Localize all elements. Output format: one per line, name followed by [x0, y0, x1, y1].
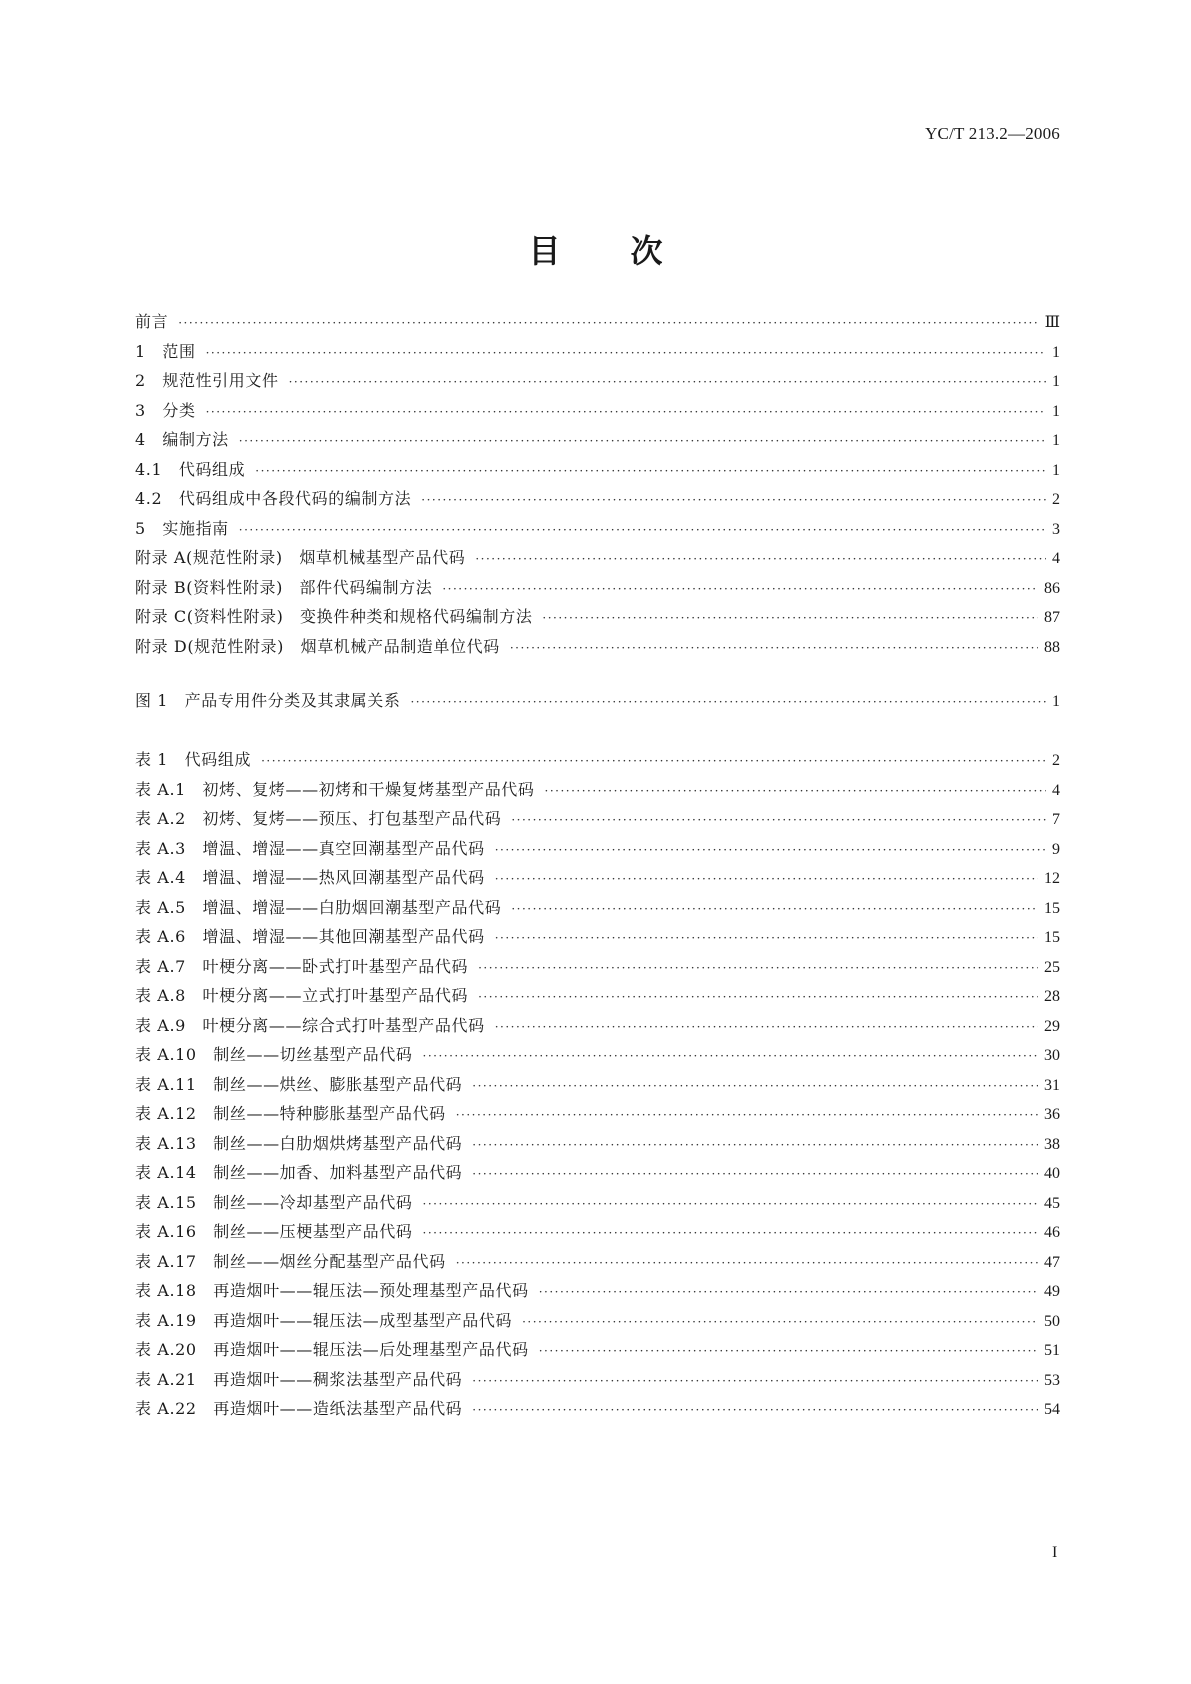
- toc-entry[interactable]: [135, 1191, 1060, 1215]
- toc-entry[interactable]: [135, 517, 1060, 541]
- dot-leader: [472, 1133, 1038, 1157]
- toc-entry[interactable]: [135, 546, 1060, 570]
- toc-entry-label: 4 编制方法: [135, 430, 229, 449]
- toc-entry-label: 表 1 代码组成: [135, 750, 252, 769]
- toc-entry-label: 表 A.16 制丝——压梗基型产品代码: [135, 1222, 413, 1241]
- toc-entry[interactable]: [135, 399, 1060, 423]
- toc-entry-label: 图 1 产品专用件分类及其隶属关系: [135, 691, 401, 710]
- toc-entry-page: 53: [1044, 1371, 1060, 1389]
- toc-entry[interactable]: [135, 1368, 1060, 1392]
- toc-entry-page: 31: [1044, 1076, 1060, 1094]
- page-title: 目次: [528, 232, 733, 270]
- toc-entry[interactable]: [135, 1132, 1060, 1156]
- toc-entry[interactable]: [135, 1338, 1060, 1362]
- toc-entry-page: 9: [1052, 840, 1060, 858]
- toc-entry-page: Ⅲ: [1044, 314, 1060, 331]
- toc-entry-label: 表 A.3 增温、增湿——真空回潮基型产品代码: [135, 838, 485, 858]
- dot-leader: [423, 1192, 1039, 1216]
- dot-leader: [522, 1310, 1038, 1334]
- toc-entry-page: 40: [1044, 1165, 1060, 1182]
- toc-entry-page: 25: [1044, 958, 1060, 976]
- toc-entry-page: 87: [1044, 609, 1060, 626]
- dot-leader: [239, 429, 1046, 453]
- toc-entry[interactable]: [135, 955, 1060, 979]
- toc-entry-label: 4.1 代码组成: [135, 459, 246, 479]
- dot-leader: [255, 459, 1046, 483]
- toc-entry-label: 表 A.17 制丝——烟丝分配基型产品代码: [135, 1251, 446, 1271]
- dot-leader: [206, 400, 1046, 424]
- toc-entry-label: 4.2 代码组成中各段代码的编制方法: [135, 489, 412, 508]
- toc-entry-page: 29: [1044, 1017, 1060, 1035]
- toc-entry-label: 表 A.19 再造烟叶——辊压法—成型基型产品代码: [135, 1310, 513, 1330]
- dot-leader: [421, 488, 1046, 512]
- toc-entry-page: 4: [1052, 781, 1060, 799]
- dot-leader: [206, 341, 1046, 365]
- toc-entry-page: 3: [1052, 520, 1060, 538]
- toc-entry-label: 表 A.1 初烤、复烤——初烤和干燥复烤基型产品代码: [135, 779, 535, 799]
- toc-entry-label: 表 A.18 再造烟叶——辊压法—预处理基型产品代码: [135, 1281, 529, 1300]
- toc-entry-label: 附录 A(规范性附录) 烟草机械基型产品代码: [135, 548, 466, 567]
- toc-entry[interactable]: [135, 1250, 1060, 1274]
- toc-entry[interactable]: [135, 310, 1060, 334]
- dot-leader: [410, 690, 1046, 714]
- toc-entry-label: 表 A.14 制丝——加香、加料基型产品代码: [135, 1163, 463, 1182]
- dot-leader: [495, 926, 1038, 950]
- toc-entry-page: 12: [1044, 870, 1060, 887]
- toc-entry[interactable]: [135, 807, 1060, 831]
- toc-entry-page: 47: [1044, 1253, 1060, 1271]
- toc-entry[interactable]: [135, 605, 1060, 629]
- dot-leader: [423, 1221, 1039, 1245]
- toc-entry[interactable]: [135, 689, 1060, 713]
- toc-entry-label: 表 A.21 再造烟叶——稠浆法基型产品代码: [135, 1369, 463, 1389]
- dot-leader: [511, 808, 1046, 832]
- toc-entry[interactable]: [135, 576, 1060, 600]
- toc-entry[interactable]: [135, 866, 1060, 890]
- toc-entry[interactable]: [135, 1161, 1060, 1185]
- dot-leader: [511, 897, 1038, 921]
- toc-entry[interactable]: [135, 428, 1060, 452]
- dot-leader: [542, 606, 1038, 630]
- dot-leader: [456, 1103, 1038, 1127]
- toc-entry[interactable]: [135, 778, 1060, 802]
- dot-leader: [178, 311, 1038, 335]
- toc-entry-label: 前言: [135, 312, 169, 331]
- toc-entry-page: 54: [1044, 1401, 1060, 1418]
- dot-leader: [289, 370, 1046, 394]
- toc-entry-page: 1: [1052, 402, 1060, 420]
- toc-entry-page: 4: [1052, 550, 1060, 567]
- toc-entry[interactable]: [135, 925, 1060, 949]
- toc-entry-label: 2 规范性引用文件: [135, 371, 279, 390]
- dot-leader: [510, 636, 1038, 660]
- dot-leader: [539, 1339, 1038, 1363]
- dot-leader: [495, 838, 1046, 862]
- toc-entry-label: 附录 D(规范性附录) 烟草机械产品制造单位代码: [135, 636, 500, 656]
- toc-entry[interactable]: [135, 458, 1060, 482]
- toc-entry[interactable]: [135, 1279, 1060, 1303]
- toc-entry[interactable]: [135, 340, 1060, 364]
- dot-leader: [456, 1251, 1038, 1275]
- dot-leader: [495, 1015, 1038, 1039]
- toc-entry-label: 表 A.13 制丝——白肋烟烘烤基型产品代码: [135, 1133, 463, 1153]
- toc-entry-label: 表 A.7 叶梗分离——卧式打叶基型产品代码: [135, 956, 469, 976]
- toc-entry-page: 49: [1044, 1283, 1060, 1300]
- dot-leader: [442, 577, 1038, 601]
- toc-entry-page: 88: [1044, 638, 1060, 656]
- toc-entry-page: 1: [1052, 693, 1060, 710]
- toc-entry[interactable]: [135, 896, 1060, 920]
- dot-leader: [478, 956, 1038, 980]
- toc-entry-label: 3 分类: [135, 400, 196, 420]
- toc-entry-page: 1: [1052, 432, 1060, 449]
- dot-leader: [472, 1398, 1038, 1422]
- toc-entry[interactable]: [135, 748, 1060, 772]
- toc-entry[interactable]: [135, 1102, 1060, 1126]
- toc-entry-label: 表 A.20 再造烟叶——辊压法—后处理基型产品代码: [135, 1340, 529, 1359]
- page-number: I: [1052, 1544, 1058, 1561]
- toc-entry-page: 45: [1044, 1194, 1060, 1212]
- toc-entry-label: 5 实施指南: [135, 518, 229, 538]
- toc-entry-label: 附录 C(资料性附录) 变换件种类和规格代码编制方法: [135, 607, 533, 626]
- toc-entry[interactable]: [135, 837, 1060, 861]
- toc-entry-page: 38: [1044, 1135, 1060, 1153]
- dot-leader: [539, 1280, 1038, 1304]
- toc-entry-page: 7: [1052, 811, 1060, 828]
- dot-leader: [475, 547, 1046, 571]
- dot-leader: [423, 1044, 1039, 1068]
- toc-entry-label: 表 A.11 制丝——烘丝、膨胀基型产品代码: [135, 1074, 463, 1094]
- toc-entry-page: 36: [1044, 1106, 1060, 1123]
- toc-entry[interactable]: [135, 369, 1060, 393]
- dot-leader: [472, 1162, 1038, 1186]
- toc-entry[interactable]: [135, 1397, 1060, 1421]
- toc-entry-page: 30: [1044, 1047, 1060, 1064]
- toc-entry[interactable]: [135, 1309, 1060, 1333]
- toc-entry-label: 表 A.9 叶梗分离——综合式打叶基型产品代码: [135, 1015, 485, 1035]
- dot-leader: [545, 779, 1046, 803]
- dot-leader: [472, 1369, 1038, 1393]
- dot-leader: [261, 749, 1046, 773]
- toc-entry-page: 15: [1044, 929, 1060, 946]
- toc-entry-page: 51: [1044, 1342, 1060, 1359]
- toc-entry-label: 表 A.8 叶梗分离——立式打叶基型产品代码: [135, 986, 469, 1005]
- toc-entry-page: 28: [1044, 988, 1060, 1005]
- toc-entry[interactable]: [135, 1220, 1060, 1244]
- toc-entry-page: 50: [1044, 1312, 1060, 1330]
- toc-entry-page: 1: [1052, 373, 1060, 390]
- dot-leader: [495, 867, 1038, 891]
- toc-entry-label: 表 A.6 增温、增湿——其他回潮基型产品代码: [135, 927, 485, 946]
- dot-leader: [472, 1074, 1038, 1098]
- toc-entry-page: 1: [1052, 461, 1060, 479]
- toc-entry-label: 表 A.12 制丝——特种膨胀基型产品代码: [135, 1104, 446, 1123]
- toc-entry[interactable]: [135, 984, 1060, 1008]
- dot-leader: [239, 518, 1046, 542]
- toc-entry-page: 86: [1044, 579, 1060, 597]
- toc-entry-label: 表 A.10 制丝——切丝基型产品代码: [135, 1045, 413, 1064]
- toc-entry[interactable]: [135, 635, 1060, 659]
- toc-entry[interactable]: [135, 1014, 1060, 1038]
- dot-leader: [478, 985, 1038, 1009]
- toc-entry[interactable]: [135, 1073, 1060, 1097]
- toc-entry-page: 2: [1052, 752, 1060, 769]
- toc-entry[interactable]: [135, 1043, 1060, 1067]
- toc-entry-label: 表 A.4 增温、增湿——热风回潮基型产品代码: [135, 868, 485, 887]
- toc-entry-page: 46: [1044, 1224, 1060, 1241]
- toc-entry-label: 附录 B(资料性附录) 部件代码编制方法: [135, 577, 433, 597]
- toc-entry-label: 表 A.5 增温、增湿——白肋烟回潮基型产品代码: [135, 897, 502, 917]
- toc-entry-label: 表 A.15 制丝——冷却基型产品代码: [135, 1192, 413, 1212]
- toc-entry-page: 15: [1044, 899, 1060, 917]
- toc-entry-label: 表 A.22 再造烟叶——造纸法基型产品代码: [135, 1399, 463, 1418]
- toc-entry-page: 2: [1052, 491, 1060, 508]
- toc-entry[interactable]: [135, 487, 1060, 511]
- standard-code: YC/T 213.2—2006: [925, 124, 1060, 143]
- toc-entry-label: 1 范围: [135, 341, 196, 361]
- toc-entry-label: 表 A.2 初烤、复烤——预压、打包基型产品代码: [135, 809, 502, 828]
- toc-entry-page: 1: [1052, 343, 1060, 361]
